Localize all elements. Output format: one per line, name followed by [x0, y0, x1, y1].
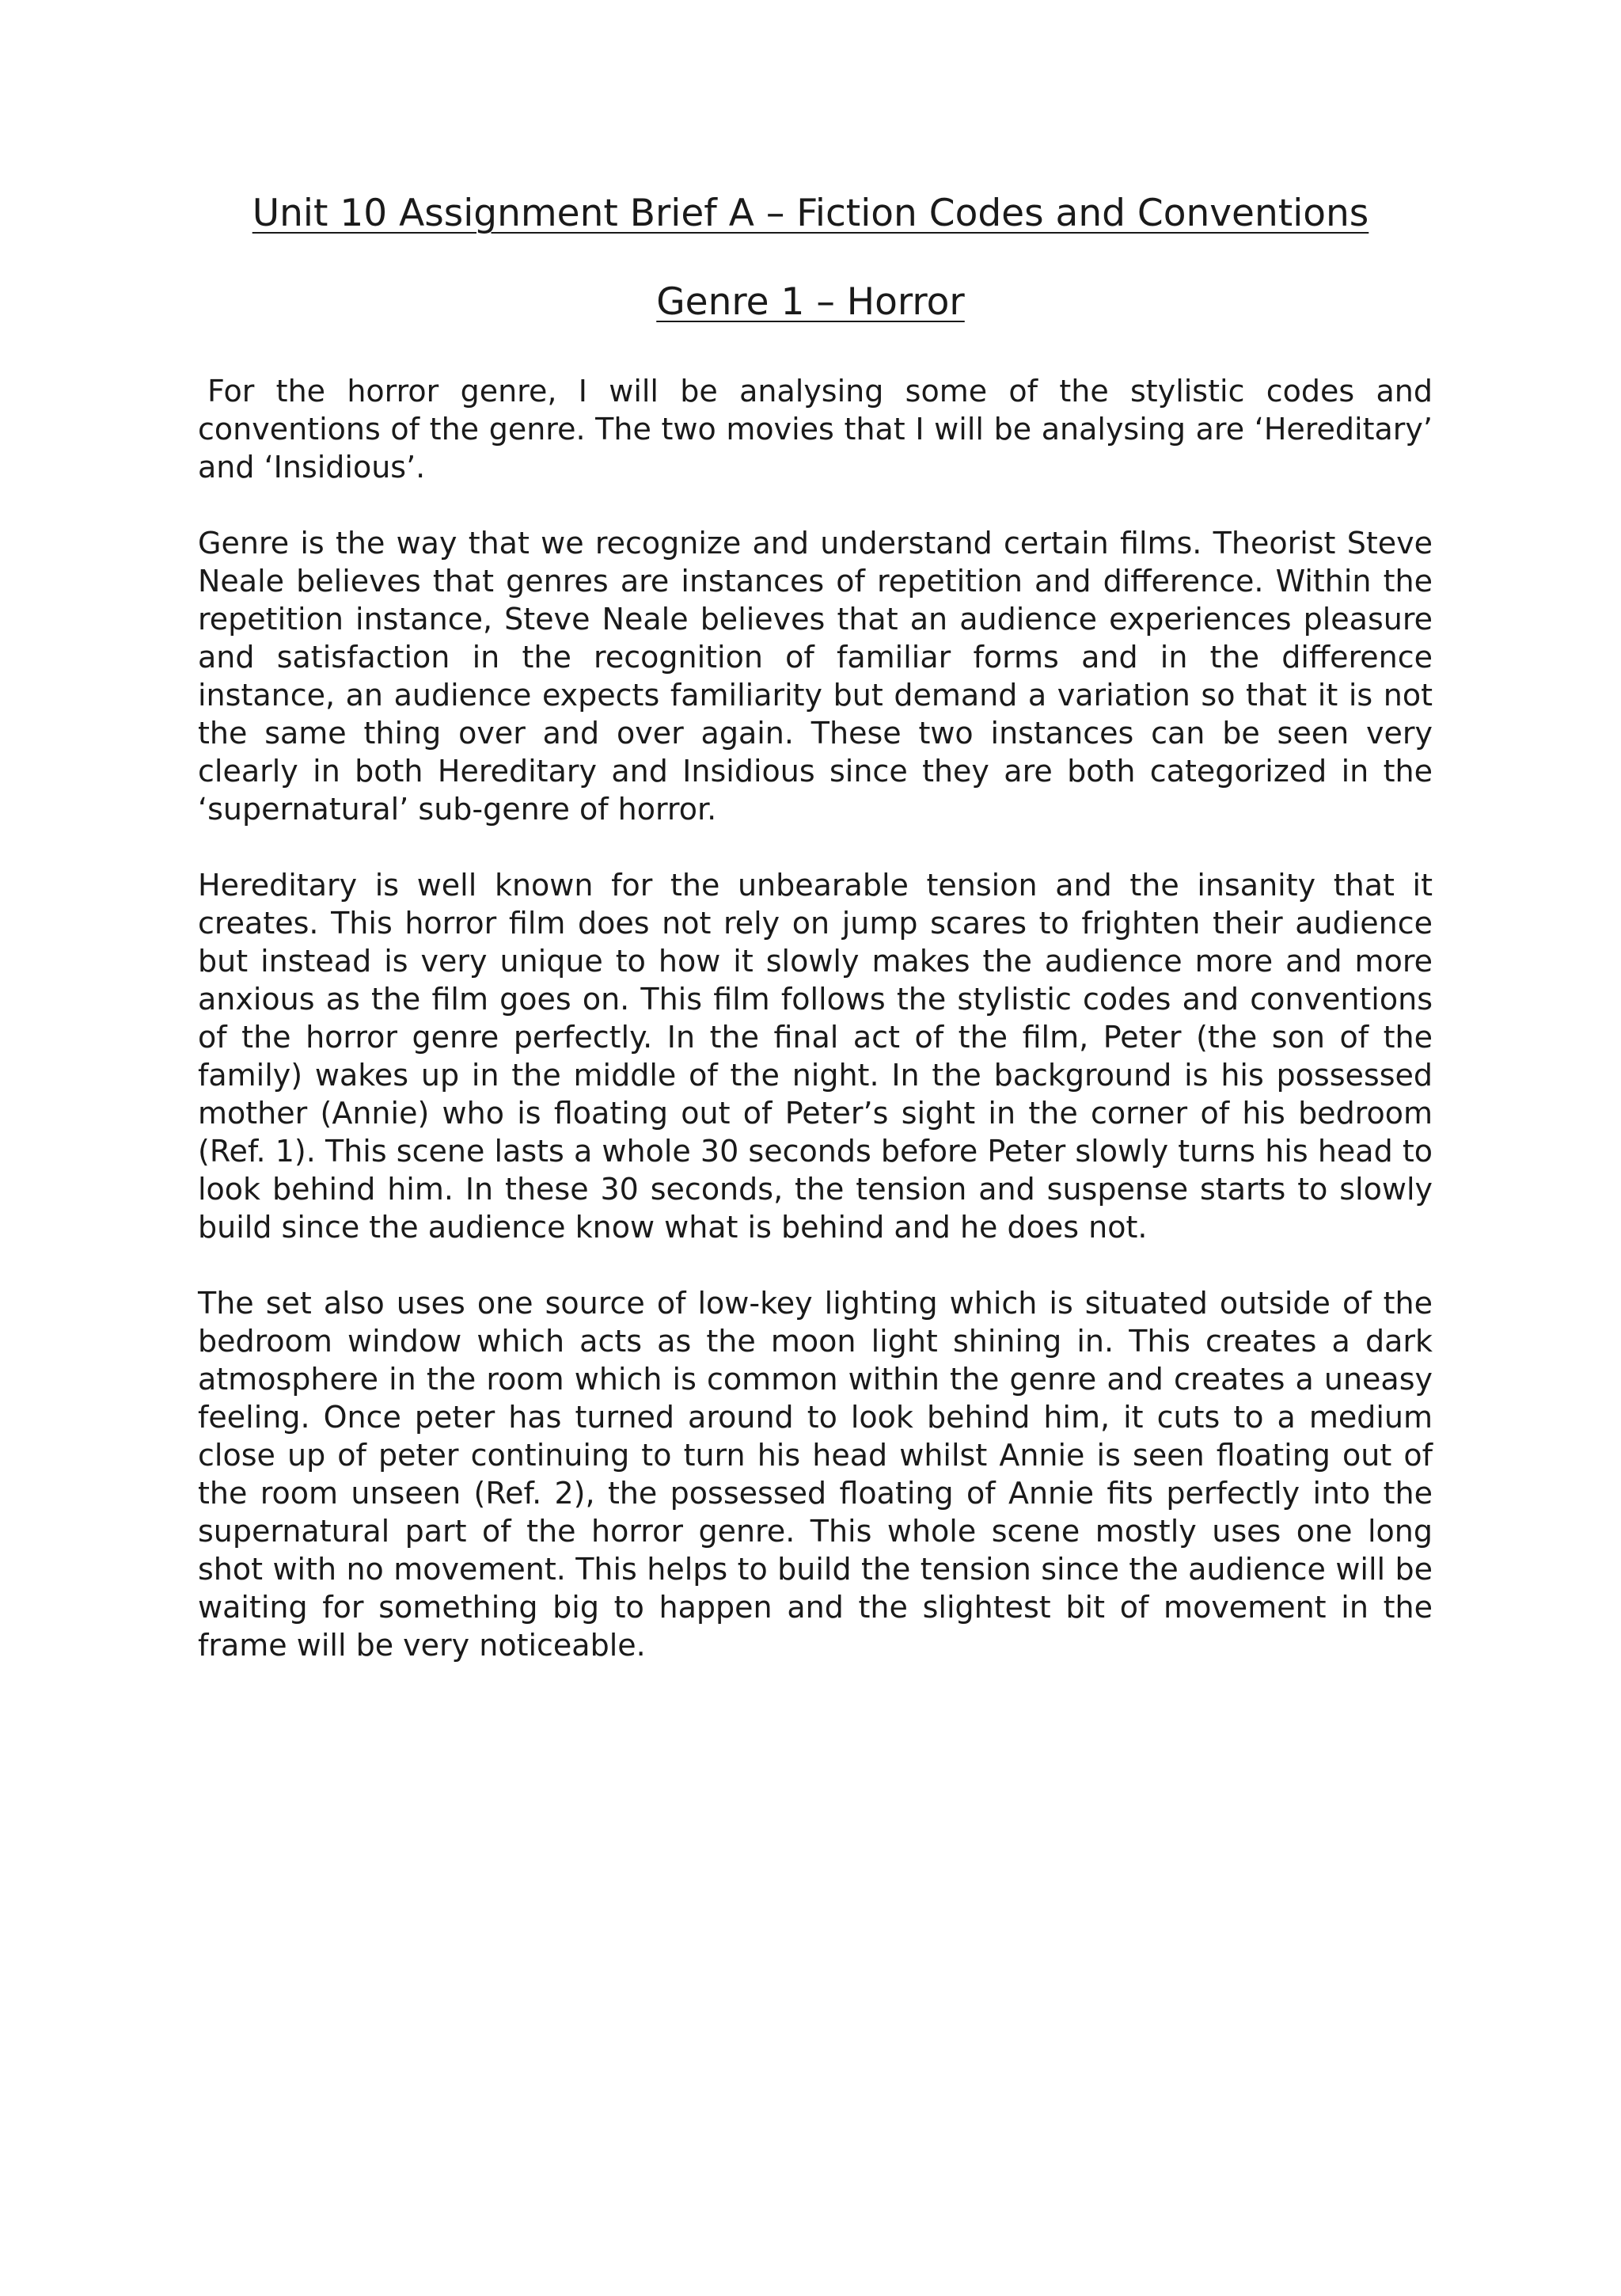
document-title: Unit 10 Assignment Brief A – Fiction Codes and Conventions: [252, 192, 1369, 235]
paragraph-genre-theory: Genre is the way that we recognize and understand certain films. Theorist Steve Neale believes that genres are instances of repetition and difference. Within the repetition instance, Steve Neale believes that an audience experiences pleasure and satisfaction in the recognition of familiar forms and in the difference instance, an audience expects familiarity but demand a variation so that it is not the same thing over and over again. These two instances can be seen very clearly in both Hereditary and Insidious since they are both categorized in the ‘supernatural’ sub-genre of horror.: [198, 526, 1433, 827]
document-subtitle: Genre 1 – Horror: [656, 280, 965, 324]
paragraph-intro: For the horror genre, I will be analysing some of the stylistic codes and conventions of the genre. The two movies that I will be analysing are ‘Hereditary’ and ‘Insidious’.: [198, 374, 1433, 485]
document-body: [198, 372, 1433, 1702]
paragraph-lighting: The set also uses one source of low-key lighting which is situated outside of the bedroom window which acts as the moon light shining in. This creates a dark atmosphere in the room which is common within the genre and creates a uneasy feeling. Once peter has turned around to look behind him, it cuts to a medium close up of peter continuing to turn his head whilst Annie is seen floating out of the room unseen (Ref. 2), the possessed floating of Annie fits perfectly into the supernatural part of the horror genre. This whole scene mostly uses one long shot with no movement. This helps to build the tension since the audience will be waiting for something big to happen and the slightest bit of movement in the frame will be very noticeable.: [198, 1286, 1433, 1663]
paragraph-hereditary: Hereditary is well known for the unbearable tension and the insanity that it creates. This horror film does not rely on jump scares to frighten their audience but instead is very unique to how it slowly makes the audience more and more anxious as the film goes on. This film follows the stylistic codes and conventions of the horror genre perfectly. In the final act of the film, Peter (the son of the family) wakes up in the middle of the night. In the background is his possessed mother (Annie) who is floating out of Peter’s sight in the corner of his bedroom (Ref. 1). This scene lasts a whole 30 seconds before Peter slowly turns his head to look behind him. In these 30 seconds, the tension and suspense starts to slowly build since the audience know what is behind and he does not.: [198, 868, 1433, 1245]
